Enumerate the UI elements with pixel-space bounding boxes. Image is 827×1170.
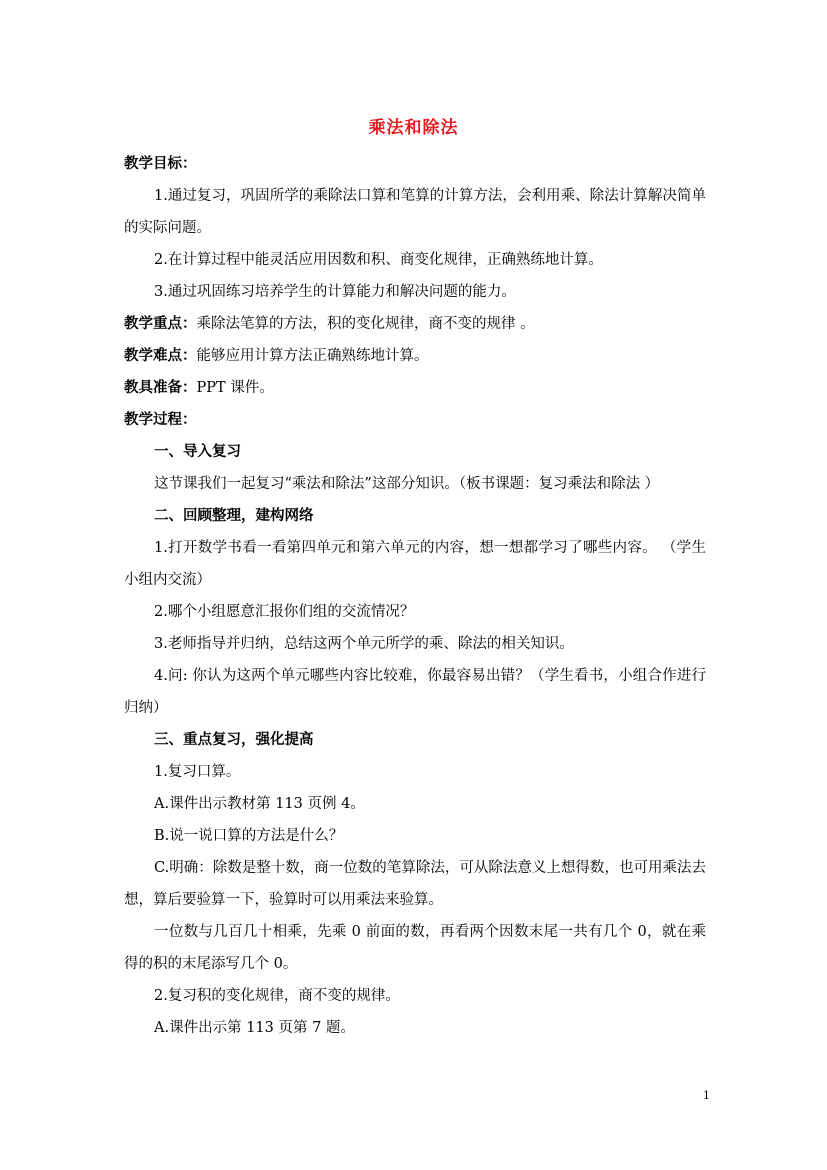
part2-item-4: 4.问: 你认为这两个单元哪些内容比较难，你最容易出错？（学生看书，小组合作进行归纳）	[124, 668, 706, 716]
part3-item-2: 2.复习积的变化规律，商不变的规律。	[154, 988, 400, 1004]
part3-heading: 三、重点复习，强化提高	[154, 731, 314, 748]
part2-item-1: 1.打开数学书看一看第四单元和第六单元的内容，想一想都学习了哪些内容。 （学生小组内交流）	[124, 540, 706, 588]
teaching-tools-label: 教具准备：	[124, 379, 197, 396]
part3-item-1c: C.明确：除数是整十数，商一位数的笔算除法，可从除法意义上想得数，也可用乘法去想，算后要验算一下，验算时可以用乘法来验算。	[124, 860, 706, 908]
part3-item-2a: A.课件出示第 113 页第 7 题。	[154, 1020, 355, 1036]
document-title: 乘法和除法	[368, 118, 459, 138]
part3-item-1a: A.课件出示教材第 113 页例 4。	[154, 796, 365, 812]
goal-2: 2.在计算过程中能灵活应用因数和积、商变化规律，正确熟练地计算。	[154, 252, 603, 268]
part3-item-1d: 一位数与几百几十相乘，先乘 0 前面的数，再看两个因数末尾一共有几个 0，就在乘得的积的末尾添写几个 0。	[124, 924, 706, 972]
part1-heading: 一、导入复习	[154, 443, 241, 460]
teaching-tools-text: PPT 课件。	[196, 380, 274, 396]
page-number: 1	[703, 1089, 710, 1102]
part2-heading: 二、回顾整理，建构网络	[154, 507, 314, 524]
key-points	[124, 308, 706, 340]
part1-text: 这节课我们一起复习“乘法和除法”这部分知识。（板书课题：复习乘法和除法 ）	[154, 476, 660, 492]
difficulties-label: 教学难点：	[124, 347, 197, 364]
part3-item-1b: B.说一说口算的方法是什么？	[154, 828, 344, 844]
key-points-label: 教学重点：	[124, 315, 197, 332]
part2-item-2: 2.哪个小组愿意汇报你们组的交流情况？	[154, 604, 415, 620]
difficulties-text: 能够应用计算方法正确熟练地计算。	[196, 348, 429, 364]
part2-item-3: 3.老师指导并归纳，总结这两个单元所学的乘、除法的相关知识。	[154, 636, 574, 652]
document-body	[124, 148, 706, 1044]
difficulties	[124, 340, 706, 372]
part3-item-1: 1.复习口算。	[154, 764, 241, 780]
goals-label: 教学目标：	[124, 155, 197, 172]
process-label: 教学过程：	[124, 411, 197, 428]
goal-3: 3.通过巩固练习培养学生的计算能力和解决问题的能力。	[154, 284, 516, 300]
teaching-tools	[124, 372, 706, 404]
key-points-text: 乘除法笔算的方法，积的变化规律，商不变的规律 。	[196, 316, 535, 332]
goal-1: 1.通过复习，巩固所学的乘除法口算和笔算的计算方法，会利用乘、除法计算解决简单的实际问题。	[124, 188, 706, 236]
